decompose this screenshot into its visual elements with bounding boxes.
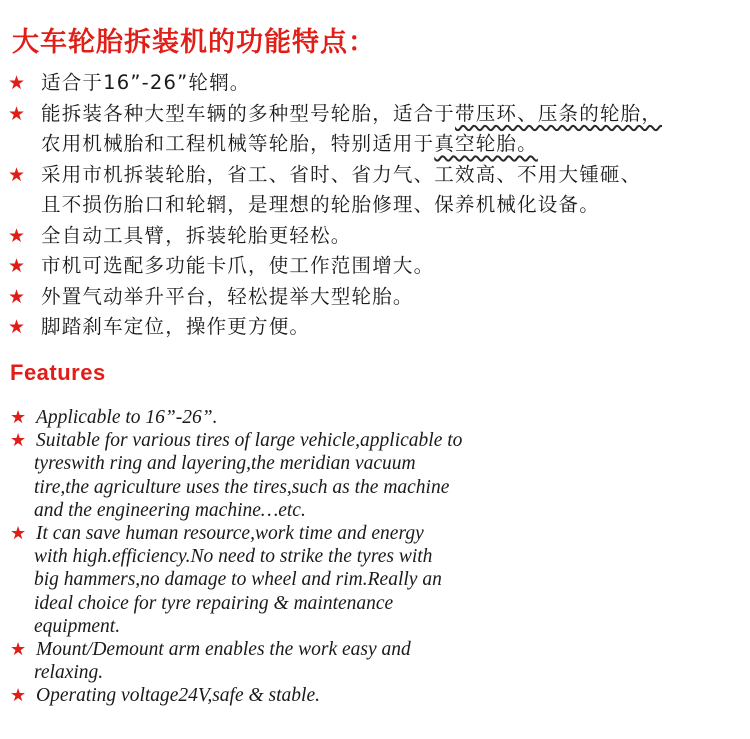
chinese-feature-item: [8, 251, 743, 282]
english-feature-line: Applicable to 16”-26”.: [36, 407, 218, 428]
wavy-underlined-text: 带压环、压条的轮胎，: [455, 101, 663, 125]
english-feature-list: [10, 406, 730, 708]
english-feature-item: [10, 522, 730, 638]
chinese-feature-item: [8, 282, 743, 313]
chinese-feature-line: 适合于16”-26”轮辋。: [41, 71, 251, 94]
chinese-feature-line: 外置气动举升平台，轻松提举大型轮胎。: [41, 284, 414, 308]
star-icon: ★: [8, 72, 27, 94]
chinese-feature-line: [41, 129, 743, 160]
wavy-underlined-text: 真空轮胎。: [434, 132, 538, 155]
star-icon: ★: [8, 102, 27, 125]
english-feature-line: relaxing.: [34, 662, 104, 684]
star-icon: ★: [8, 255, 27, 277]
english-feature-line: with high.efficiency.No need to strike the tyres with: [34, 546, 433, 568]
english-feature-line: ideal choice for tyre repairing & maintenance: [34, 592, 394, 614]
chinese-feature-text: 农用机械胎和工程机械等轮胎，特别适用于: [41, 132, 435, 155]
english-feature-line: Suitable for various tires of large vehicle,applicable to: [36, 430, 463, 452]
chinese-feature-list: [8, 68, 743, 343]
english-feature-item: [10, 684, 730, 707]
star-icon: ★: [10, 523, 27, 545]
english-feature-line: equipment.: [34, 615, 121, 637]
chinese-title: 大车轮胎拆装机的功能特点：: [12, 27, 376, 58]
star-icon: ★: [8, 163, 27, 186]
chinese-feature-item: [8, 68, 743, 99]
star-icon: ★: [10, 639, 27, 661]
chinese-feature-line: 脚踏刹车定位，操作更方便。: [41, 315, 311, 338]
english-feature-line: and the engineering machine…etc.: [34, 499, 306, 521]
star-icon: ★: [8, 285, 27, 308]
chinese-feature-item: [8, 99, 743, 160]
english-feature-line: Operating voltage24V,safe & stable.: [36, 685, 320, 707]
english-feature-line: tyreswith ring and layering,the meridian vacuum: [34, 453, 416, 475]
star-icon: ★: [10, 430, 27, 452]
star-icon: ★: [10, 685, 27, 707]
chinese-feature-text: 能拆装各种大型车辆的多种型号轮胎，适合于: [41, 101, 456, 125]
star-icon: ★: [8, 224, 27, 247]
english-feature-item: [10, 406, 730, 429]
english-feature-line: tire,the agriculture uses the tires,such as the machine: [34, 476, 450, 498]
english-feature-line: big hammers,no damage to wheel and rim.Really an: [34, 569, 442, 591]
chinese-feature-line: 全自动工具臂，拆装轮胎更轻松。: [41, 223, 352, 247]
chinese-feature-line: 采用市机拆装轮胎，省工、省时、省力气、工效高、不用大锺砸、: [41, 162, 642, 186]
chinese-feature-line: 市机可选配多功能卡爪，使工作范围增大。: [41, 254, 435, 277]
chinese-feature-item: [8, 312, 743, 343]
chinese-feature-line: [41, 99, 743, 130]
english-feature-line: Mount/Demount arm enables the work easy and: [36, 639, 411, 661]
english-feature-line: It can save human resource,work time and energy: [36, 523, 424, 545]
chinese-feature-item: [8, 221, 743, 252]
english-feature-item: [10, 638, 730, 684]
chinese-feature-item: [8, 160, 743, 221]
chinese-feature-line: 且不损伤胎口和轮辋，是理想的轮胎修理、保养机械化设备。: [41, 193, 600, 216]
english-feature-item: [10, 429, 730, 522]
star-icon: ★: [10, 407, 27, 428]
features-heading: Features: [10, 360, 106, 385]
star-icon: ★: [8, 316, 27, 338]
